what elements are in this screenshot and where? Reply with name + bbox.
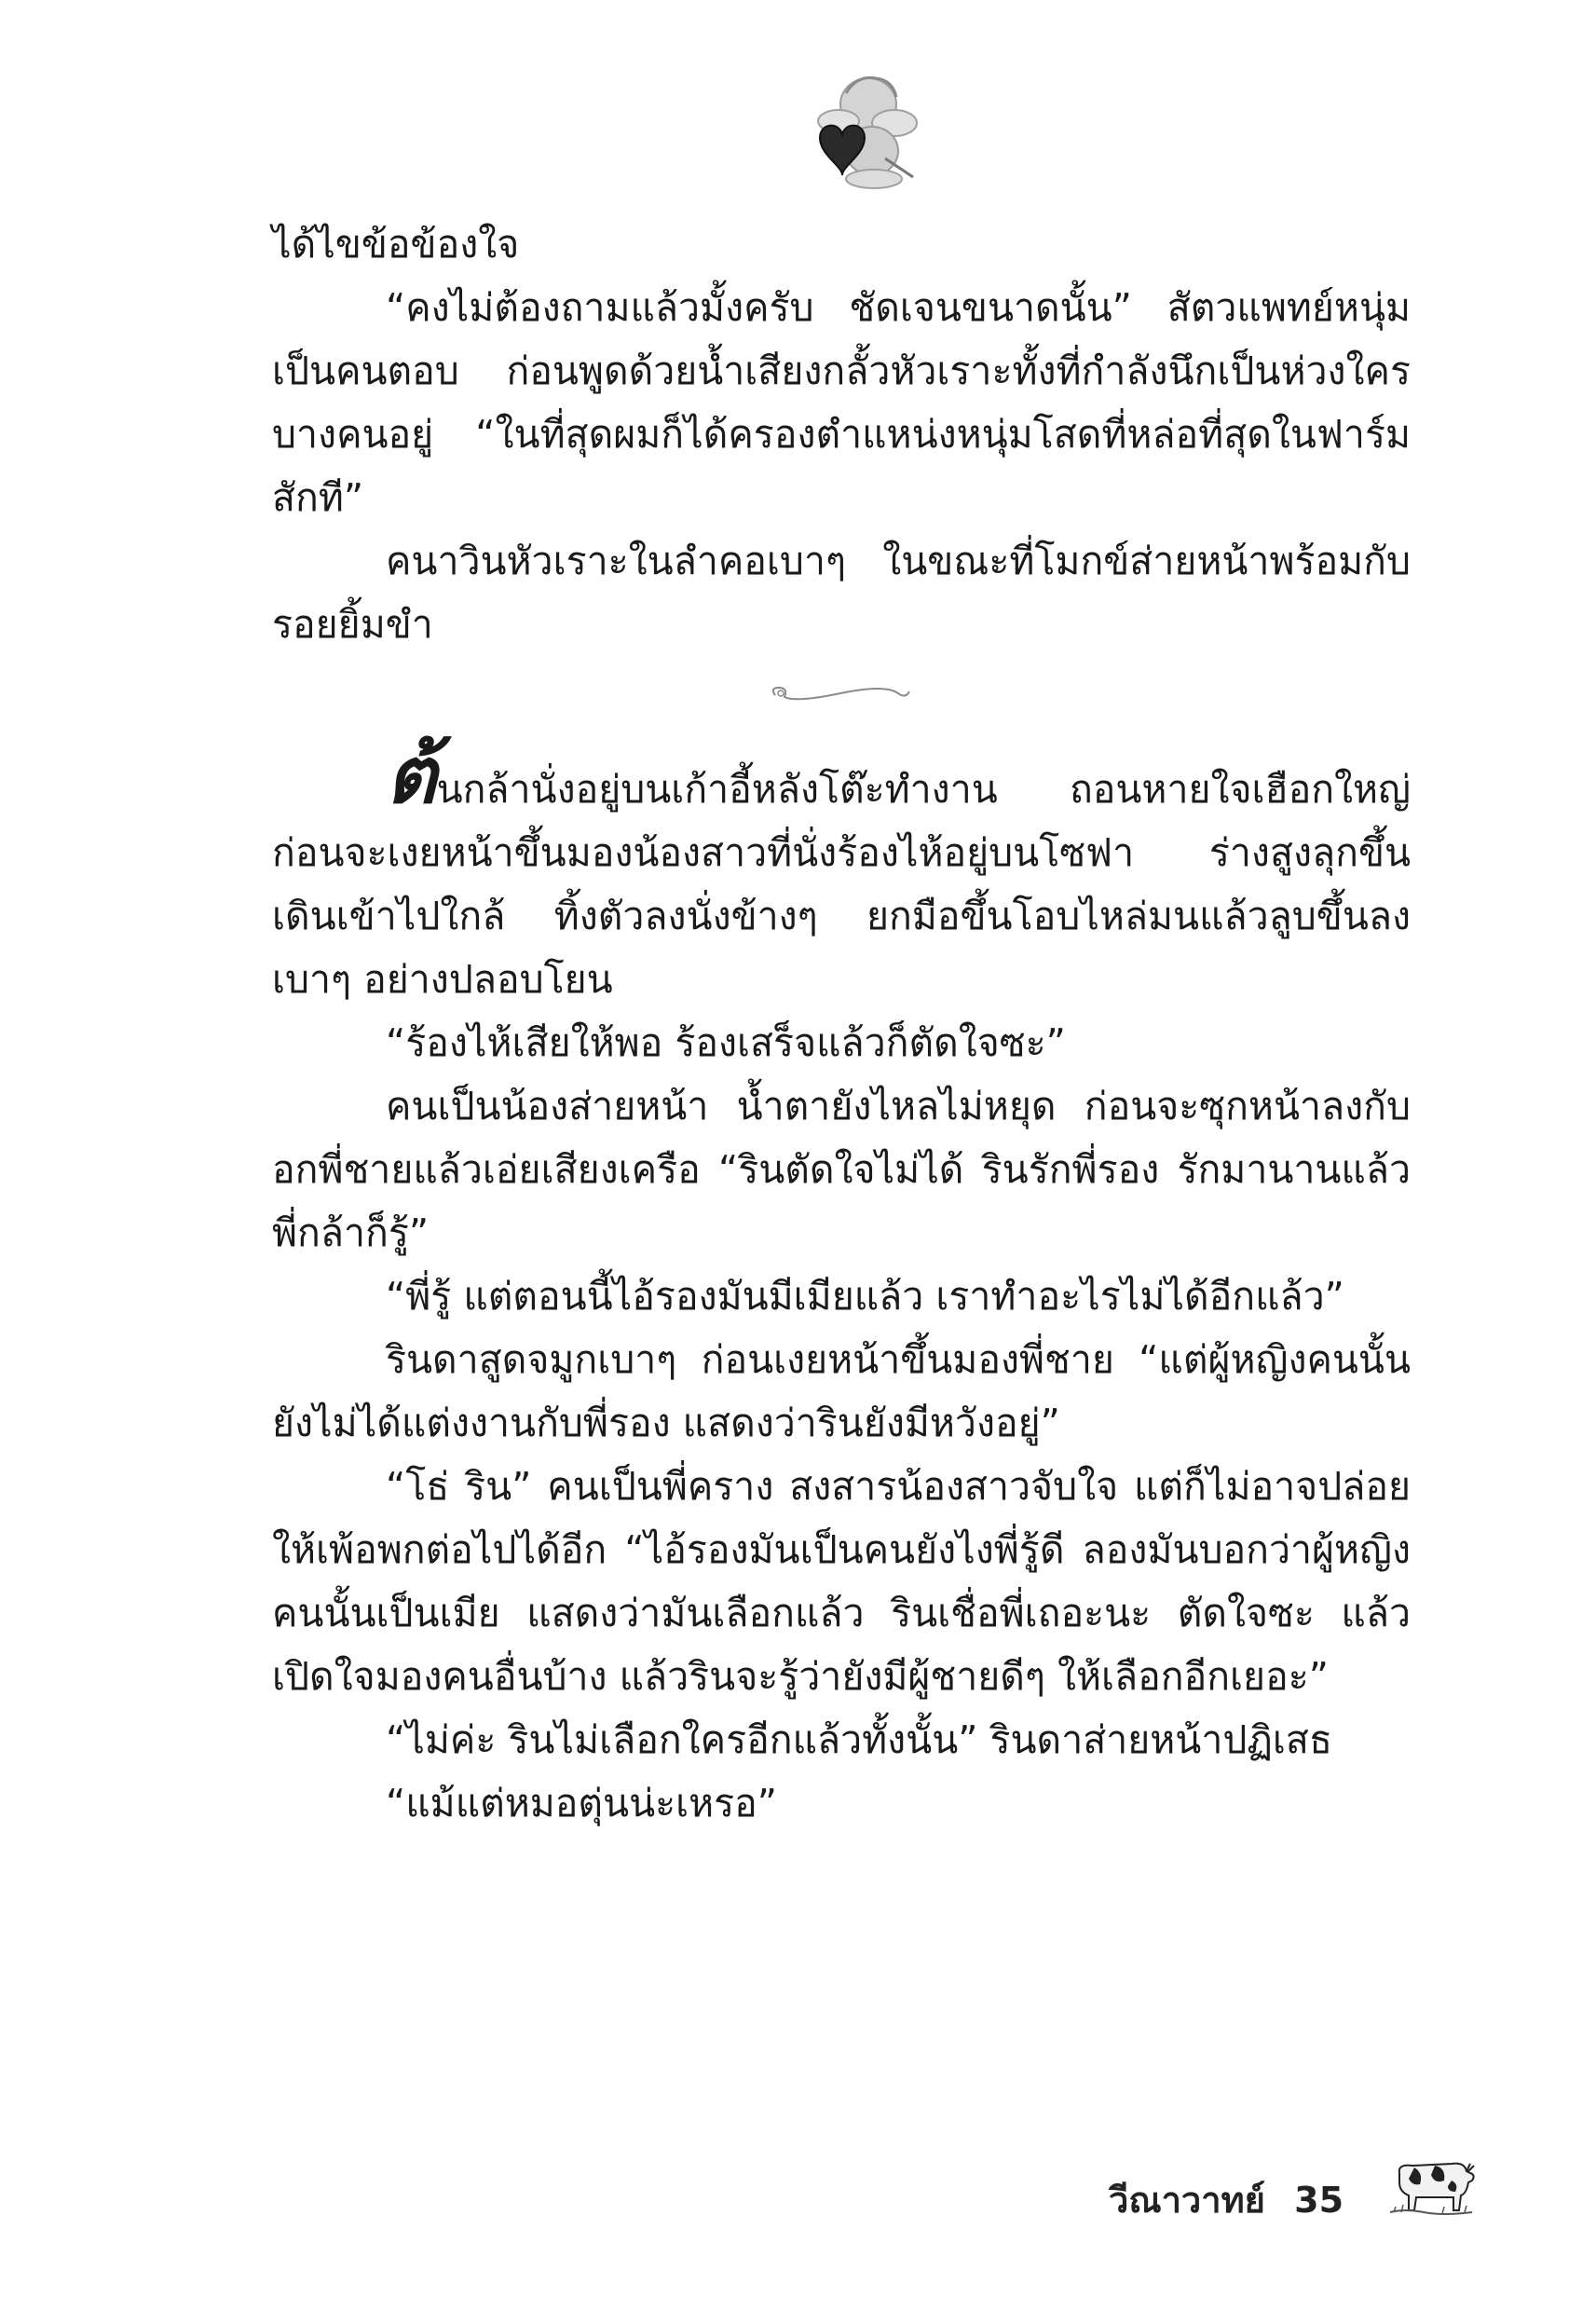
flourish-divider-icon [768, 682, 913, 706]
dropcap-paragraph [272, 730, 1411, 1011]
paragraph: “ไม่ค่ะ รินไม่เลือกใครอีกแล้วทั้งนั้น” รินดาส่ายหน้าปฏิเสธ [386, 1717, 1332, 1762]
paragraph: “ร้องไห้เสียให้พอ ร้องเสร็จแล้วก็ตัดใจซะ” [386, 1020, 1066, 1065]
dropcap-paragraph-text: นกล้านั่งอยู่บนเก้าอี้หลังโต๊ะทำงาน ถอนหายใจเฮือกใหญ่ก่อนจะเงยหน้าขึ้นมองน้องสาวที่นั่งร้องไห้อยู่บนโซฟา ร่างสูงลุกขึ้นเดินเข้าไปใกล้ ทิ้งตัวลงนั่งข้างๆ ยกมือขึ้นโอบไหล่มนแล้วลูบขึ้นลงเบาๆ อย่างปลอบโยน [272, 767, 1411, 1002]
paragraph: คนเป็นน้องส่ายหน้า น้ำตายังไหลไม่หยุด ก่อนจะซุกหน้าลงกับอกพี่ชายแล้วเอ่ยเสียงเครือ “รินตัดใจไม่ได้ รินรักพี่รอง รักมานานแล้ว พี่กล้าก็รู้” [272, 1084, 1411, 1255]
section-divider [272, 656, 1411, 757]
running-title: วีณาวาทย์ [1109, 2180, 1265, 2221]
paragraph: “แม้แต่หมอตุ่นน่ะเหรอ” [386, 1781, 778, 1826]
paragraph: รินดาสูดจมูกเบาๆ ก่อนเงยหน้าขึ้นมองพี่ชาย “แต่ผู้หญิงคนนั้นยังไม่ได้แต่งงานกับพี่รอง แสดงว่ารินยังมีหวังอยู่” [272, 1337, 1411, 1445]
page-footer [1109, 2171, 1344, 2228]
paragraph: “คงไม่ต้องถามแล้วมั้งครับ ชัดเจนขนาดนั้น” สัตวแพทย์หนุ่มเป็นคนตอบ ก่อนพูดด้วยน้ำเสียงกลั้วหัวเราะทั้งที่กำลังนึกเป็นห่วงใครบางคนอยู่ “ในที่สุดผมก็ได้ครองตำแหน่งหนุ่มโสดที่หล่อที่สุดในฟาร์มสักที” [272, 285, 1411, 520]
page-number: 35 [1294, 2180, 1344, 2221]
paragraph: “โธ่ ริน” คนเป็นพี่คราง สงสารน้องสาวจับใจ แต่ก็ไม่อาจปล่อยให้เพ้อพกต่อไปได้อีก “ไอ้รองมันเป็นคนยังไงพี่รู้ดี ลองมันบอกว่าผู้หญิงคนนั้นเป็นเมีย แสดงว่ามันเลือกแล้ว รินเชื่อพี่เถอะนะ ตัดใจซะ แล้วเปิดใจมองคนอื่นบ้าง แล้วรินจะรู้ว่ายังมีผู้ชายดีๆ ให้เลือกอีกเยอะ” [272, 1464, 1411, 1699]
page-body [272, 212, 1411, 1835]
cupid-heart-icon [783, 65, 922, 191]
paragraph: ได้ไขข้อข้องใจ [272, 222, 520, 267]
cow-icon [1386, 2153, 1476, 2220]
paragraph: “พี่รู้ แต่ตอนนี้ไอ้รองมันมีเมียแล้ว เราทำอะไรไม่ได้อีกแล้ว” [386, 1274, 1344, 1319]
paragraph: คนาวินหัวเราะในลำคอเบาๆ ในขณะที่โมกข์ส่ายหน้าพร้อมกับรอยยิ้มขำ [272, 539, 1411, 647]
drop-cap: ต้ [386, 730, 437, 821]
